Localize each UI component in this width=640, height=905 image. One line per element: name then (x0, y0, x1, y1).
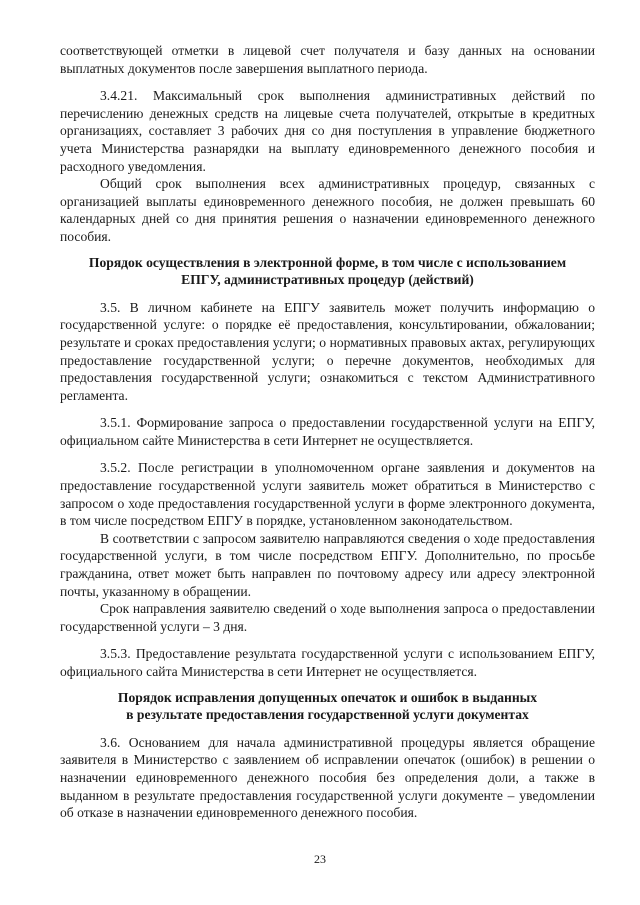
section-heading (60, 689, 595, 724)
heading-line: Порядок исправления допущенных опечаток и ошибок в выданных (117, 689, 538, 705)
section-heading (60, 254, 595, 289)
heading-line: в результате предоставления государственной услуги документах (126, 707, 529, 723)
paragraph: Срок направления заявителю сведений о ходе выполнения запроса о предоставлении государственной услуги – 3 дня. (60, 601, 595, 634)
paragraph: 3.5.3. Предоставление результата государственной услуги с использованием ЕПГУ, официального сайта Министерства в сети Интернет не осуществляется. (60, 646, 595, 679)
heading-line: Порядок осуществления в электронной форме, в том числе с использованием (88, 254, 567, 270)
paragraph: 3.5.2. После регистрации в уполномоченном органе заявления и документов на предоставление государственной услуги заявитель может обратиться в Министерство с запросом о ходе предоставления государственной услуги в форме электронного документа, в том числе посредством ЕПГУ в порядке, установленном законодательством. (60, 460, 595, 529)
paragraph: 3.6. Основанием для начала административной процедуры является обращение заявителя в Министерство с заявлением об исправлении опечаток (ошибок) в решении о назначении единовременного денежного пособия без определения доли, а также в выданном в результате предоставления государственной услуги документе – уведомлении об отказе в назначении единовременного денежного пособия. (60, 734, 595, 821)
paragraph: соответствующей отметки в лицевой счет получателя и базу данных на основании выплатных документов после завершения выплатного периода. (60, 43, 595, 76)
page-number: 23 (314, 852, 326, 866)
paragraph: 3.5. В личном кабинете на ЕПГУ заявитель может получить информацию о государственной услуге: о порядке её предоставления, консультировании, обжаловании; результате и сроках предоставления услуги; о нормативных правовых актах, регулирующих предоставление государственной услуги; о перечне документов, необходимых для предоставления государственной услуги; ознакомиться с текстом Административного регламента. (60, 299, 595, 403)
paragraph: В соответствии с запросом заявителю направляются сведения о ходе предоставления государственной услуги, в том числе посредством ЕПГУ. Дополнительно, по просьбе гражданина, ответ может быть направлен по почтовому адресу или адресу электронной почты, указанному в обращении. (60, 530, 595, 599)
paragraph: 3.4.21. Максимальный срок выполнения административных действий по перечислению денежных средств на лицевые счета получателей, открытые в кредитных организациях, составляет 3 рабочих дня со дня поступления в управление бюджетного учета Министерства разнарядки на выплату единовременного денежного пособия и расходного уведомления. (60, 88, 595, 174)
heading-line: ЕПГУ, административных процедур (действий) (181, 272, 474, 288)
paragraph: 3.5.1. Формирование запроса о предоставлении государственной услуги на ЕПГУ, официальном сайте Министерства в сети Интернет не осуществляется. (60, 415, 595, 448)
page-content (60, 42, 595, 822)
paragraph: Общий срок выполнения всех административных процедур, связанных с организацией выплаты единовременного денежного пособия, не должен превышать 60 календарных дней со дня принятия решения о назначении единовременного денежного пособия. (60, 176, 595, 244)
